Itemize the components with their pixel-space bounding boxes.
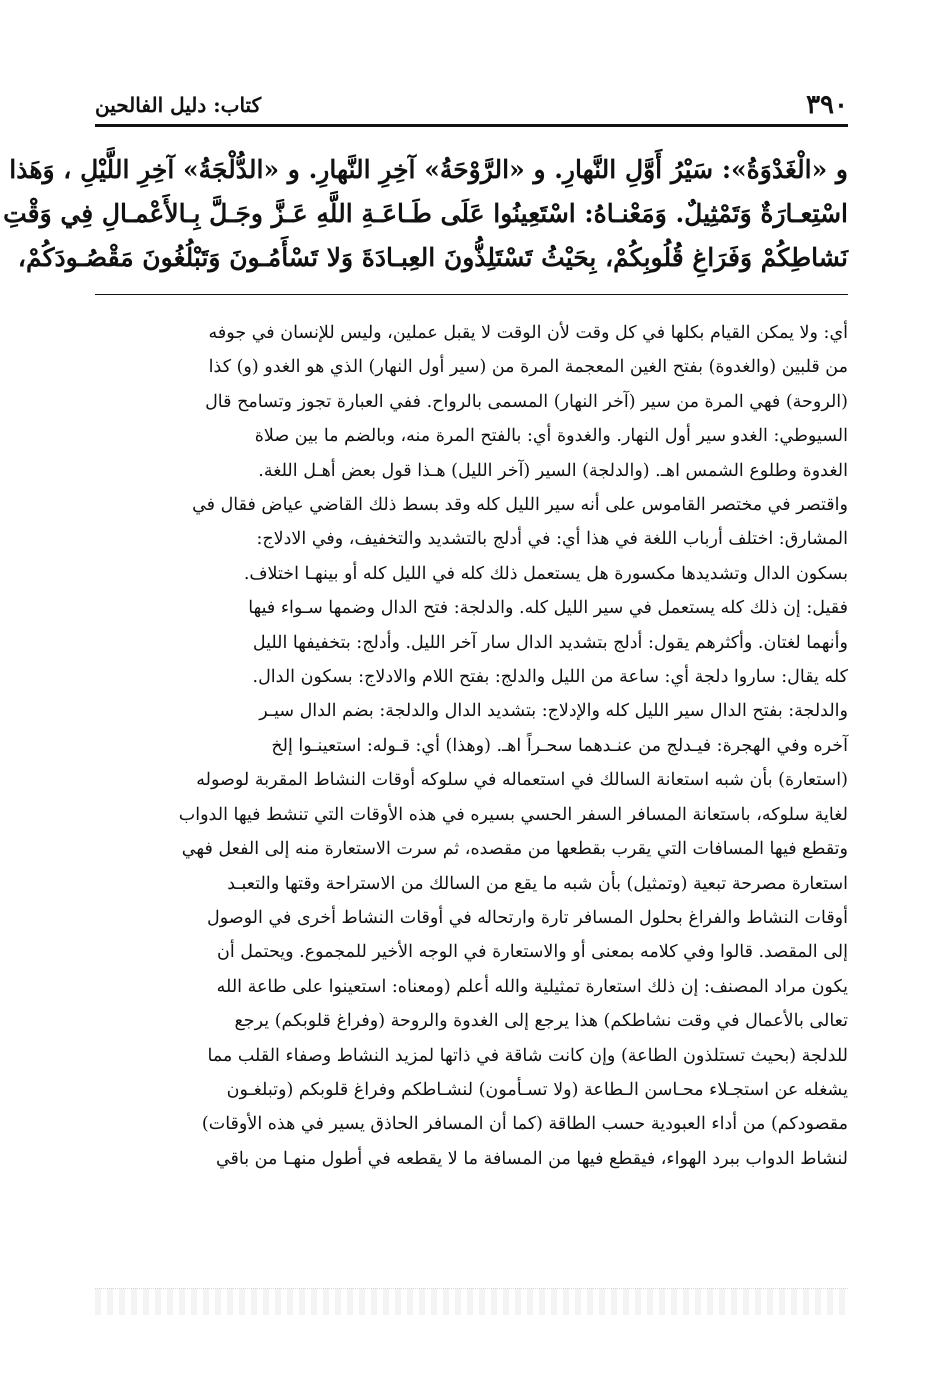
commentary-line: أوقات النشاط والفراغ بحلول المسافر تارة وارتحاله في أوقات النشاط أخرى في الوصول (207, 907, 848, 928)
commentary-line: كله يقال: ساروا دلجة أي: ساعة من الليل والدلج: بفتح اللام والادلاج: بسكون الدال. (252, 667, 848, 688)
commentary-line: استعارة مصرحة تبعية (وتمثيل) بأن شبه ما يقع من السالك من الاستراحة وقتها والتعبـد (227, 873, 848, 894)
commentary-line: إلى المقصد. قالوا وفي كلامه بمعنى أو والاستعارة في الوجه الأخير للمجموع. ويحتمل أن (217, 942, 848, 963)
page-number: ٣٩٠ (806, 90, 848, 120)
commentary-line: يكون مراد المصنف: إن ذلك استعارة تمثيلية والله أعلم (ومعناه: استعينوا على طاعة الله (216, 976, 848, 997)
commentary-line: من قلبين (والغدوة) بفتح الغين المعجمة المرة من (سير أول النهار) الذي هو الغدو (و) كذا (208, 357, 848, 378)
page-header (95, 86, 848, 127)
commentary-line: الغدوة وطلوع الشمس اهـ. (والدلجة) السير (آخر الليل) هـذا قول بعض أهـل اللغة. (258, 460, 848, 481)
commentary-line: السيوطي: الغدو سير أول النهار. والغدوة أي: بالفتح المرة منه، وبالضم ما بين صلاة (254, 426, 848, 447)
matn-line: اسْتِعـارَةٌ وَتَمْثِيلٌ. وَمَعْنـاهُ: اسْتَعِينُوا عَلَى طَـاعَـةِ اللَّهِ عَـزَّ وجَـلَّ بِـالأَعْمـالِ فِي وَقْتِ (3, 199, 848, 228)
commentary-line: أي: ولا يمكن القيام بكلها في كل وقت لأن الوقت لا يقبل عملين، وليس للإنسان في جوفه (208, 323, 848, 343)
commentary-line: تعالى بالأعمال في وقت نشاطكم) هذا يرجع إلى الغدوة والروحة (وفراغ قلوبكم) يرجع (234, 1011, 848, 1032)
commentary-line: (استعارة) بأن شبه استعانة السالك في استعماله في سلوكه أوقات النشاط المقربة لوصوله (196, 770, 848, 791)
commentary-line: بسكون الدال وتشديدها مكسورة هل يستعمل ذلك كله في الليل كله أو بينهـا اختلاف. (243, 563, 848, 584)
commentary-line: لنشاط الدواب ببرد الهواء، فيقطع فيها من المسافة ما لا يقطعه في أطول منهـا من باقي (215, 1148, 848, 1169)
commentary-text (95, 316, 848, 1176)
matn-line: نَشاطِكُمْ وَفَرَاغِ قُلُوبِكُمْ، بِحَيْثُ تَسْتَلِذُّونَ العِبـادَةَ وَلا تَسْأَمُـونَ وَتَبْلُغُونَ مَقْصُـودَكُمْ، (17, 243, 848, 272)
commentary-line: المشارق: اختلف أرباب اللغة في هذا أي: في أدلج بالتشديد والتخفيف، وفي الادلاج: (256, 529, 848, 550)
book-title: كتاب: دليل الفالحين (95, 93, 262, 117)
commentary-line: وتقطع فيها المسافات التي يقرب بقطعها من مقصده، ثم سرت الاستعارة منه إلى الفعل فهي (181, 839, 848, 860)
commentary-line: وأنهما لغتان. وأكثرهم يقول: أدلج بتشديد الدال سار آخر الليل. وأدلج: بتخفيفها الليل (252, 632, 848, 653)
commentary-line: للدلجة (بحيث تستلذون الطاعة) وإن كانت شاقة في ذاتها لمزيد النشاط وصفاء القلب مما (207, 1045, 848, 1066)
matn-line: و «الْغَدْوَةُ»: سَيْرُ أَوَّلِ النَّهارِ. و «الرَّوْحَةُ» آخِرِ النَّهارِ. و «الدُّلْجَةُ» آخِرِ اللَّيْلِ ، وَهَذا (9, 155, 848, 184)
commentary-line: فقيل: إن ذلك كله يستعمل في سير الليل كله. والدلجة: فتح الدال وضمها سـواء فيها (248, 598, 848, 619)
commentary-line: والدلجة: بفتح الدال سير الليل كله والإدلاج: بتشديد الدال والدلجة: بضم الدال سيـر (259, 701, 848, 722)
commentary-line: واقتصر في مختصر القاموس على أنه سير الليل كله وقد بسط ذلك القاضي عياض فقال في (192, 495, 848, 516)
commentary-line: (الروحة) فهي المرة من سير (آخر النهار) المسمى بالرواح. ففي العبارة تجوز وتسامح قال (205, 391, 848, 412)
commentary-line: آخره وفي الهجرة: فيـدلج من عنـدهما سحـراً اهـ. (وهذا) أي: قـوله: استعينـوا إلخ (271, 735, 848, 756)
commentary-line: لغاية سلوكه، باستعانة المسافر السفر الحسي بسيره في هذه الأوقات التي تنشط فيها الدواب (178, 804, 848, 825)
commentary-line: يشغله عن استجـلاء محـاسن الـطاعة (ولا تسـأمون) لنشـاطكم وفراغ قلوبكم (وتبلغـون (226, 1079, 848, 1100)
main-text (3, 148, 848, 280)
section-divider (95, 294, 848, 295)
footer-ornament (95, 1288, 848, 1315)
commentary-line: مقصودكم) من أداء العبودية حسب الطاقة (كما أن المسافر الحاذق يسير في هذه الأوقات) (201, 1114, 848, 1135)
